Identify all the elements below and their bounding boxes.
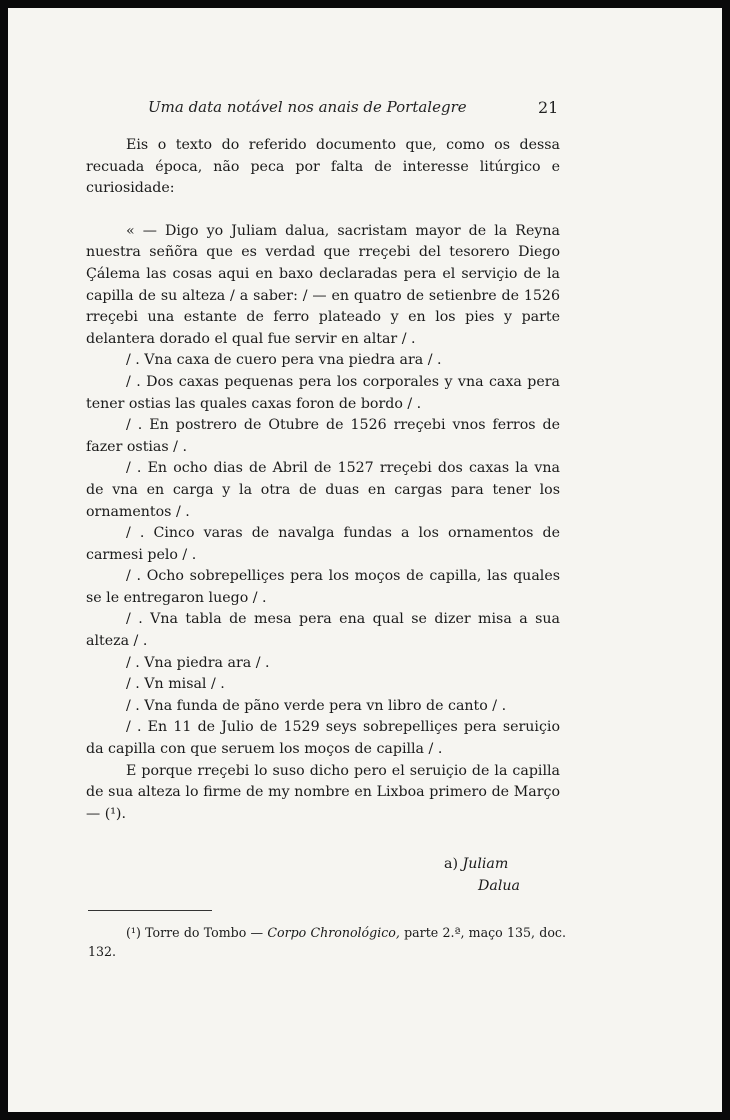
footnote-italic-title: Corpo Chronológico,: [267, 925, 400, 940]
page-header: [8, 98, 722, 120]
signature-prefix: a): [444, 856, 458, 872]
footnote-text-before: Torre do Tombo —: [145, 925, 264, 940]
footnote-text-after: parte 2.ª, maço 135, doc. 132.: [88, 925, 566, 959]
intro-paragraph: Eis o texto do referido documento que, como os dessa recuada época, não peca por falta de interesse litúrgico e curiosidade:: [86, 137, 560, 197]
document-paragraph: / . Ocho sobrepelliçes pera los moços de capilla, las quales se le entregaron luego / .: [86, 568, 560, 606]
signature-first-name: Juliam: [462, 856, 509, 872]
document-paragraph: / . Vn misal / .: [126, 676, 225, 693]
signature-last-name: Dalua: [478, 878, 520, 894]
footnote-marker: (¹): [126, 925, 141, 940]
document-paragraph: / . Dos caxas pequenas pera los corporales y vna caxa pera tener ostias las quales caxas foron de bordo / .: [86, 373, 560, 412]
closing-paragraph: E porque rreçebi lo suso dicho pero el seruiçio de la capilla de sua alteza lo firme de my nombre en Lixboa primero de Março — (¹).: [86, 762, 560, 822]
footnote: [88, 923, 566, 961]
running-title: Uma data notável nos anais de Portalegre: [148, 98, 467, 116]
document-paragraph: / . Vna caxa de cuero pera vna piedra ara / .: [126, 352, 442, 369]
document-paragraph: / . Vna piedra ara / .: [126, 654, 270, 671]
document-paragraph: / . Cinco varas de navalga fundas a los ornamentos de carmesi pelo / .: [86, 525, 560, 563]
page-number: 21: [538, 98, 559, 117]
document-page: [8, 8, 722, 1112]
document-paragraph: / . Vna tabla de mesa pera ena qual se dizer misa a sua alteza / .: [86, 611, 560, 650]
footnote-rule: [88, 910, 212, 911]
document-paragraph: / . En postrero de Otubre de 1526 rreçebi vnos ferros de fazer ostias / .: [86, 417, 560, 455]
body-text: [86, 135, 560, 825]
signature-block: [444, 853, 520, 897]
document-paragraph: / . En ocho dias de Abril de 1527 rreçebi dos caxas la vna de vna en carga y la otra de duas en cargas para tener los ornamentos / .: [86, 460, 560, 520]
document-paragraph: / . En 11 de Julio de 1529 seys sobrepelliçes pera seruiçio da capilla con que seruem los moços de capilla / .: [86, 719, 560, 758]
document-paragraph: « — Digo yo Juliam dalua, sacristam mayor de la Reyna nuestra señõra que es verdad que rreçebi del tesorero Diego Çálema las cosas aqui en baxo declaradas pera el serviçio de la capilla de su alteza / a saber: / — en quatro de setienbre de 1526 rreçebi una estante de ferro plateado y en los pies y parte delantera dorado el qual fue servir en altar / .: [86, 222, 560, 347]
document-paragraph: / . Vna funda de pãno verde pera vn libro de canto / .: [126, 697, 507, 714]
